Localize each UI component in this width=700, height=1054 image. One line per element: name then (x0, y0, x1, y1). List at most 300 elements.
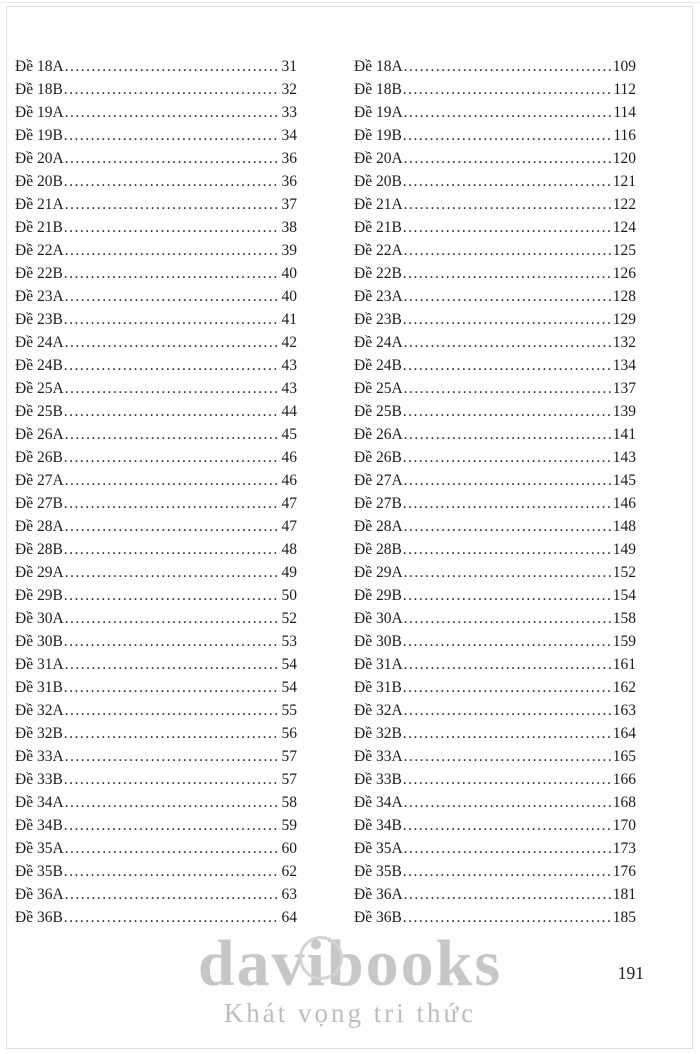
toc-entry-page: 154 (612, 587, 636, 604)
toc-entry-page: 170 (612, 817, 636, 834)
toc-leader-dots (404, 794, 611, 812)
toc-entry-label: Đề 27B (15, 495, 63, 512)
toc-entry-page: 165 (612, 748, 636, 765)
toc-entry-label: Đề 30B (354, 633, 402, 650)
toc-row (354, 587, 636, 610)
toc-leader-dots (403, 541, 611, 559)
toc-row (354, 127, 636, 150)
toc-row (15, 863, 297, 886)
toc-entry-page: 59 (281, 817, 297, 834)
toc-entry-label: Đề 35A (15, 840, 64, 857)
toc-entry-label: Đề 31B (354, 679, 402, 696)
toc-entry-label: Đề 20A (15, 150, 64, 167)
toc-entry-page: 121 (612, 173, 636, 190)
toc-row (354, 288, 636, 311)
toc-leader-dots (65, 196, 280, 214)
toc-entry-page: 60 (281, 840, 297, 857)
toc-row (15, 196, 297, 219)
toc-entry-label: Đề 24A (354, 334, 403, 351)
toc-entry-page: 161 (612, 656, 636, 673)
watermark-brand: davibooks (197, 927, 503, 1000)
toc-entry-label: Đề 21B (15, 219, 63, 236)
toc-entry-label: Đề 28B (15, 541, 63, 558)
toc-leader-dots (403, 495, 611, 513)
toc-row (15, 242, 297, 265)
toc-entry-label: Đề 20A (354, 150, 403, 167)
toc-entry-label: Đề 26B (15, 449, 63, 466)
toc-entry-label: Đề 32A (15, 702, 64, 719)
toc-leader-dots (403, 81, 612, 99)
toc-row (354, 357, 636, 380)
toc-row (354, 610, 636, 633)
toc-entry-page: 173 (612, 840, 636, 857)
toc-entry-label: Đề 34B (354, 817, 402, 834)
toc-row (354, 863, 636, 886)
toc-entry-page: 166 (612, 771, 636, 788)
toc-row (354, 173, 636, 196)
toc-entry-page: 163 (612, 702, 636, 719)
toc-entry-page: 128 (612, 288, 636, 305)
toc-leader-dots (64, 495, 280, 513)
toc-leader-dots (404, 380, 611, 398)
toc-row (15, 288, 297, 311)
toc-row (354, 840, 636, 863)
toc-leader-dots (403, 357, 611, 375)
toc-entry-label: Đề 24B (15, 357, 63, 374)
toc-entry-label: Đề 34A (354, 794, 403, 811)
toc-entry-label: Đề 23B (15, 311, 63, 328)
toc-leader-dots (64, 219, 280, 237)
toc-entry-page: 34 (281, 127, 297, 144)
page-number: 191 (617, 963, 644, 983)
toc-row (354, 449, 636, 472)
toc-leader-dots (404, 58, 611, 76)
toc-entry-page: 141 (612, 426, 636, 443)
toc-entry-label: Đề 33A (354, 748, 403, 765)
toc-entry-label: Đề 21B (354, 219, 402, 236)
toc-row (354, 403, 636, 426)
toc-row (15, 127, 297, 150)
toc-leader-dots (403, 219, 611, 237)
toc-entry-page: 47 (281, 518, 297, 535)
toc-row (15, 564, 297, 587)
toc-row (354, 426, 636, 449)
toc-leader-dots (65, 426, 280, 444)
toc-leader-dots (403, 127, 612, 145)
toc-row (15, 817, 297, 840)
toc-row (354, 104, 636, 127)
toc-row (354, 633, 636, 656)
toc-row (354, 380, 636, 403)
toc-entry-label: Đề 29B (354, 587, 402, 604)
toc-leader-dots (404, 886, 611, 904)
toc-entry-page: 148 (612, 518, 636, 535)
toc-entry-page: 56 (281, 725, 297, 742)
toc-entry-page: 38 (281, 219, 297, 236)
toc-leader-dots (403, 633, 611, 651)
toc-entry-page: 149 (612, 541, 636, 558)
toc-row (354, 81, 636, 104)
toc-entry-page: 46 (281, 449, 297, 466)
toc-row (354, 725, 636, 748)
toc-leader-dots (64, 679, 280, 697)
toc-entry-label: Đề 22A (354, 242, 403, 259)
toc-row (15, 265, 297, 288)
toc-entry-page: 40 (281, 288, 297, 305)
toc-row (15, 334, 297, 357)
toc-leader-dots (403, 679, 611, 697)
toc-entry-page: 48 (281, 541, 297, 558)
toc-leader-dots (65, 794, 280, 812)
toc-entry-label: Đề 28A (15, 518, 64, 535)
toc-entry-label: Đề 33B (354, 771, 402, 788)
toc-entry-label: Đề 22B (15, 265, 63, 282)
toc-entry-label: Đề 34A (15, 794, 64, 811)
toc-leader-dots (65, 610, 280, 628)
toc-entry-page: 176 (612, 863, 636, 880)
toc-entry-label: Đề 29A (354, 564, 403, 581)
toc-row (15, 840, 297, 863)
toc-entry-page: 125 (612, 242, 636, 259)
toc-entry-label: Đề 21A (15, 196, 64, 213)
toc-entry-page: 164 (612, 725, 636, 742)
toc-row (354, 656, 636, 679)
toc-row (15, 679, 297, 702)
toc-leader-dots (404, 610, 611, 628)
toc-entry-label: Đề 28A (354, 518, 403, 535)
toc-entry-page: 45 (281, 426, 297, 443)
toc-leader-dots (404, 288, 611, 306)
toc-entry-page: 43 (281, 380, 297, 397)
toc-leader-dots (65, 702, 280, 720)
toc-entry-page: 112 (613, 81, 636, 98)
toc-leader-dots (64, 173, 280, 191)
toc-row (354, 909, 636, 932)
toc-entry-page: 158 (612, 610, 636, 627)
toc-leader-dots (64, 771, 280, 789)
toc-entry-page: 64 (281, 909, 297, 926)
toc-leader-dots (65, 656, 280, 674)
toc-leader-dots (403, 311, 611, 329)
toc-leader-dots (404, 196, 611, 214)
toc-entry-page: 54 (281, 656, 297, 673)
toc-row (15, 219, 297, 242)
toc-leader-dots (403, 587, 611, 605)
toc-row (15, 886, 297, 909)
toc-row (15, 173, 297, 196)
toc-row (354, 794, 636, 817)
toc-leader-dots (64, 127, 280, 145)
toc-leader-dots (65, 242, 280, 260)
toc-entry-label: Đề 31A (354, 656, 403, 673)
toc-leader-dots (64, 725, 280, 743)
toc-row (15, 771, 297, 794)
toc-leader-dots (403, 173, 611, 191)
toc-entry-label: Đề 36B (354, 909, 402, 926)
toc-entry-label: Đề 28B (354, 541, 402, 558)
toc-entry-page: 43 (281, 357, 297, 374)
toc-entry-label: Đề 33A (15, 748, 64, 765)
toc-entry-label: Đề 36A (15, 886, 64, 903)
toc-entry-page: 36 (281, 150, 297, 167)
toc-leader-dots (65, 104, 280, 122)
toc-entry-page: 181 (612, 886, 636, 903)
toc-entry-label: Đề 29A (15, 564, 64, 581)
toc-row (15, 702, 297, 725)
toc-leader-dots (64, 633, 280, 651)
toc-leader-dots (404, 702, 611, 720)
toc-entry-label: Đề 22B (354, 265, 402, 282)
toc-entry-page: 31 (281, 58, 297, 75)
toc-entry-label: Đề 24B (354, 357, 402, 374)
toc-leader-dots (65, 518, 280, 536)
toc-entry-label: Đề 29B (15, 587, 63, 604)
toc-entry-label: Đề 32B (354, 725, 402, 742)
toc-column-left (15, 58, 297, 932)
toc-entry-page: 57 (281, 748, 297, 765)
toc-leader-dots (404, 518, 611, 536)
toc-row (354, 219, 636, 242)
toc-row (354, 334, 636, 357)
toc-entry-page: 152 (612, 564, 636, 581)
toc-entry-page: 168 (612, 794, 636, 811)
toc-entry-page: 32 (281, 81, 297, 98)
toc-row (354, 771, 636, 794)
toc-entry-page: 36 (281, 173, 297, 190)
toc-leader-dots (404, 150, 611, 168)
toc-entry-page: 146 (612, 495, 636, 512)
toc-entry-label: Đề 33B (15, 771, 63, 788)
toc-entry-page: 49 (281, 564, 297, 581)
toc-entry-label: Đề 30A (15, 610, 64, 627)
toc-row (15, 794, 297, 817)
watermark (0, 927, 700, 1028)
toc-entry-page: 42 (281, 334, 297, 351)
toc-leader-dots (404, 426, 611, 444)
toc-entry-label: Đề 26B (354, 449, 402, 466)
toc-row (15, 610, 297, 633)
toc-entry-page: 53 (281, 633, 297, 650)
toc-leader-dots (64, 265, 280, 283)
toc-column-right (354, 58, 636, 932)
toc-entry-label: Đề 22A (15, 242, 64, 259)
toc-leader-dots (404, 104, 612, 122)
toc-row (354, 58, 636, 81)
toc-leader-dots (64, 357, 280, 375)
toc-entry-page: 114 (613, 104, 636, 121)
toc-leader-dots (64, 311, 280, 329)
toc-leader-dots (403, 265, 611, 283)
toc-entry-label: Đề 35B (354, 863, 402, 880)
toc-entry-page: 124 (612, 219, 636, 236)
toc-row (354, 541, 636, 564)
toc-row (15, 518, 297, 541)
toc-entry-page: 44 (281, 403, 297, 420)
toc-leader-dots (404, 748, 611, 766)
toc-row (15, 633, 297, 656)
toc-entry-page: 46 (281, 472, 297, 489)
toc-entry-label: Đề 23A (354, 288, 403, 305)
toc-row (354, 196, 636, 219)
toc-entry-page: 132 (612, 334, 636, 351)
toc-leader-dots (65, 150, 280, 168)
toc-entry-label: Đề 32B (15, 725, 63, 742)
toc-entry-page: 40 (281, 265, 297, 282)
toc-entry-label: Đề 30A (354, 610, 403, 627)
toc-entry-label: Đề 36A (354, 886, 403, 903)
toc-leader-dots (403, 403, 611, 421)
toc-leader-dots (64, 449, 280, 467)
toc-entry-label: Đề 31B (15, 679, 63, 696)
toc-entry-page: 58 (281, 794, 297, 811)
toc-entry-page: 52 (281, 610, 297, 627)
toc-entry-page: 126 (612, 265, 636, 282)
toc-entry-label: Đề 32A (354, 702, 403, 719)
toc-entry-page: 50 (281, 587, 297, 604)
toc-row (15, 656, 297, 679)
toc-row (15, 311, 297, 334)
toc-entry-page: 137 (612, 380, 636, 397)
toc-row (354, 242, 636, 265)
toc-row (15, 748, 297, 771)
toc-leader-dots (404, 242, 611, 260)
toc-entry-page: 109 (612, 58, 636, 75)
toc-entry-label: Đề 23B (354, 311, 402, 328)
toc-entry-label: Đề 18B (15, 81, 63, 98)
toc-row (15, 380, 297, 403)
toc-leader-dots (65, 840, 280, 858)
toc-leader-dots (404, 472, 611, 490)
toc-row (354, 518, 636, 541)
toc-row (15, 357, 297, 380)
toc-entry-label: Đề 31A (15, 656, 64, 673)
toc-entry-label: Đề 18A (354, 58, 403, 75)
toc-leader-dots (64, 587, 280, 605)
toc-row (15, 426, 297, 449)
toc-entry-label: Đề 20B (15, 173, 63, 190)
toc-row (15, 150, 297, 173)
toc-entry-page: 63 (281, 886, 297, 903)
toc-leader-dots (404, 840, 611, 858)
toc-row (15, 58, 297, 81)
toc-leader-dots (403, 863, 611, 881)
toc-entry-page: 162 (612, 679, 636, 696)
toc-entry-label: Đề 26A (354, 426, 403, 443)
toc-entry-label: Đề 21A (354, 196, 403, 213)
toc-leader-dots (65, 472, 280, 490)
toc-entry-page: 116 (613, 127, 636, 144)
toc-entry-label: Đề 35B (15, 863, 63, 880)
toc-row (15, 725, 297, 748)
toc-leader-dots (65, 886, 280, 904)
toc-entry-page: 62 (281, 863, 297, 880)
toc-row (354, 150, 636, 173)
toc-entry-page: 57 (281, 771, 297, 788)
toc-leader-dots (404, 334, 611, 352)
toc-row (354, 495, 636, 518)
toc-entry-label: Đề 18A (15, 58, 64, 75)
toc-leader-dots (64, 403, 280, 421)
toc-entry-label: Đề 27B (354, 495, 402, 512)
toc-leader-dots (64, 863, 280, 881)
toc-row (15, 104, 297, 127)
toc-row (354, 817, 636, 840)
toc-entry-label: Đề 18B (354, 81, 402, 98)
toc-leader-dots (64, 81, 280, 99)
toc-row (15, 909, 297, 932)
toc-entry-label: Đề 19B (15, 127, 63, 144)
toc-leader-dots (404, 656, 611, 674)
toc-row (354, 265, 636, 288)
toc-leader-dots (403, 771, 611, 789)
toc-entry-page: 55 (281, 702, 297, 719)
toc-entry-label: Đề 27A (15, 472, 64, 489)
toc-row (15, 449, 297, 472)
toc-row (354, 679, 636, 702)
toc-row (354, 886, 636, 909)
toc-entry-page: 134 (612, 357, 636, 374)
toc-leader-dots (65, 380, 280, 398)
toc-entry-label: Đề 19A (354, 104, 403, 121)
toc-entry-page: 185 (612, 909, 636, 926)
toc-entry-page: 37 (281, 196, 297, 213)
toc-leader-dots (404, 564, 611, 582)
toc-entry-page: 159 (612, 633, 636, 650)
toc-entry-page: 54 (281, 679, 297, 696)
toc-entry-label: Đề 20B (354, 173, 402, 190)
toc-row (15, 541, 297, 564)
toc-row (15, 81, 297, 104)
toc-row (354, 748, 636, 771)
toc-leader-dots (64, 541, 280, 559)
toc-leader-dots (64, 909, 280, 927)
toc-entry-page: 139 (612, 403, 636, 420)
toc-entry-label: Đề 35A (354, 840, 403, 857)
toc-entry-page: 120 (612, 150, 636, 167)
toc-leader-dots (65, 748, 280, 766)
toc-row (15, 472, 297, 495)
toc-entry-label: Đề 23A (15, 288, 64, 305)
toc-entry-label: Đề 25B (354, 403, 402, 420)
toc-row (15, 587, 297, 610)
toc-entry-page: 129 (612, 311, 636, 328)
toc-leader-dots (403, 817, 611, 835)
toc-entry-page: 41 (281, 311, 297, 328)
toc-row (354, 564, 636, 587)
toc-entry-label: Đề 25A (354, 380, 403, 397)
toc-entry-label: Đề 19A (15, 104, 64, 121)
toc-entry-label: Đề 34B (15, 817, 63, 834)
toc-leader-dots (403, 909, 611, 927)
toc-entry-label: Đề 27A (354, 472, 403, 489)
toc-entry-page: 47 (281, 495, 297, 512)
toc-row (354, 311, 636, 334)
toc-leader-dots (65, 564, 280, 582)
toc-entry-page: 145 (612, 472, 636, 489)
toc-entry-label: Đề 30B (15, 633, 63, 650)
toc-entry-page: 143 (612, 449, 636, 466)
toc-leader-dots (403, 725, 611, 743)
toc-leader-dots (64, 817, 280, 835)
watermark-tagline: Khát vọng tri thức (223, 998, 477, 1028)
logo-circle-icon (299, 936, 343, 980)
toc-entry-label: Đề 25A (15, 380, 64, 397)
toc-entry-label: Đề 24A (15, 334, 64, 351)
toc-entry-label: Đề 26A (15, 426, 64, 443)
toc-row (15, 495, 297, 518)
toc-leader-dots (65, 288, 280, 306)
toc-entry-label: Đề 25B (15, 403, 63, 420)
